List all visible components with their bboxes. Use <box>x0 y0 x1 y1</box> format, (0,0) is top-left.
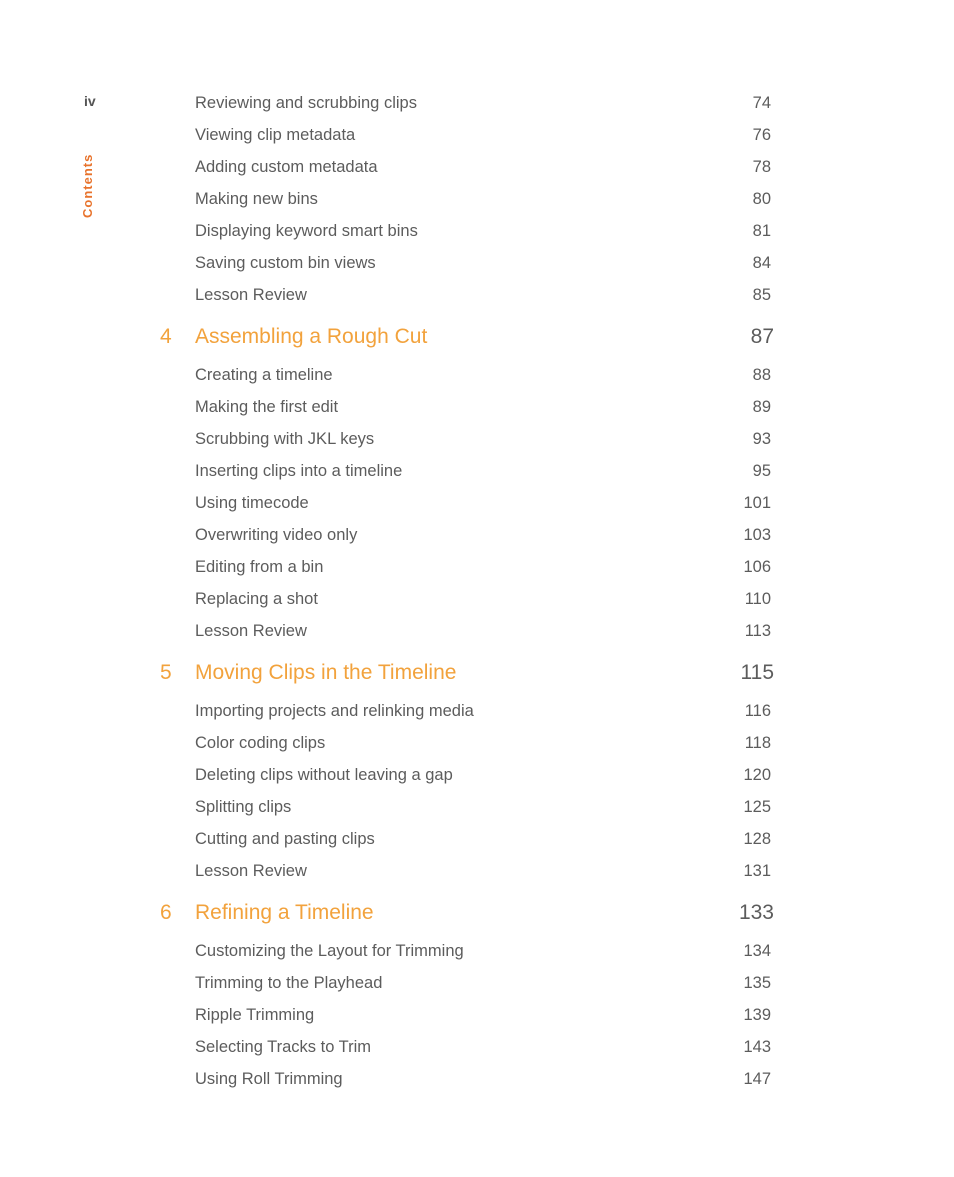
toc-entry[interactable] <box>0 999 954 1031</box>
toc-entry[interactable] <box>0 823 954 855</box>
toc-entry-page-number: 85 <box>752 286 771 304</box>
toc-entry-page-number: 116 <box>744 702 771 720</box>
toc-entry[interactable] <box>0 119 954 151</box>
chapter-number: 6 <box>160 901 172 924</box>
toc-entry-title: Displaying keyword smart bins <box>195 222 418 240</box>
toc-entry-title: Ripple Trimming <box>195 1006 315 1024</box>
toc-entry[interactable] <box>0 967 954 999</box>
toc-entry-page-number: 147 <box>743 1070 771 1088</box>
toc-entry-page-number: 78 <box>752 158 771 176</box>
toc-entry-page-number: 80 <box>752 190 771 208</box>
toc-entry-page-number: 88 <box>752 366 771 384</box>
toc-entry-title: Scrubbing with JKL keys <box>195 430 375 448</box>
toc-entry-page-number: 135 <box>743 974 771 992</box>
toc-entry[interactable] <box>0 1063 954 1095</box>
toc-entry-title: Lesson Review <box>195 286 307 304</box>
toc-entry-page-number: 74 <box>752 94 771 112</box>
toc-entry-title: Overwriting video only <box>195 526 358 544</box>
toc-entry-title: Making the first edit <box>195 398 339 416</box>
chapter-number: 5 <box>160 661 172 684</box>
toc-entry-title: Using Roll Trimming <box>195 1070 343 1088</box>
toc-entry-title: Color coding clips <box>195 734 326 752</box>
toc-entry-title: Editing from a bin <box>195 558 324 576</box>
toc-entry-title: Customizing the Layout for Trimming <box>195 942 464 960</box>
toc-entry[interactable] <box>0 759 954 791</box>
toc-entry[interactable] <box>0 551 954 583</box>
toc-entry[interactable] <box>0 455 954 487</box>
toc-entry-page-number: 128 <box>743 830 771 848</box>
toc-entry[interactable] <box>0 279 954 311</box>
chapter-heading[interactable] <box>0 314 954 359</box>
toc-entry[interactable] <box>0 183 954 215</box>
toc-entry[interactable] <box>0 727 954 759</box>
toc-entry-title: Reviewing and scrubbing clips <box>195 94 417 112</box>
chapter-page-number: 87 <box>750 325 774 348</box>
toc-entry-title: Viewing clip metadata <box>195 126 356 144</box>
toc-entry[interactable] <box>0 791 954 823</box>
toc-entry[interactable] <box>0 615 954 647</box>
chapter-title: Refining a Timeline <box>195 901 374 924</box>
toc-entry-page-number: 110 <box>744 590 771 608</box>
toc-entry-page-number: 93 <box>752 430 771 448</box>
toc-entry-title: Saving custom bin views <box>195 254 376 272</box>
toc-entry-page-number: 113 <box>744 622 771 640</box>
toc-entry-title: Replacing a shot <box>195 590 318 608</box>
toc-entry-title: Lesson Review <box>195 622 307 640</box>
toc-entry[interactable] <box>0 1031 954 1063</box>
chapter-number: 4 <box>160 325 172 348</box>
toc-entry-page-number: 106 <box>743 558 771 576</box>
toc-entry-title: Using timecode <box>195 494 309 512</box>
chapter-heading[interactable] <box>0 890 954 935</box>
toc-entry-page-number: 95 <box>752 462 771 480</box>
chapter-page-number: 115 <box>740 661 774 684</box>
toc-entry-title: Splitting clips <box>195 798 292 816</box>
toc-entry-page-number: 81 <box>752 222 771 240</box>
toc-entry-page-number: 103 <box>743 526 771 544</box>
toc-entry-title: Trimming to the Playhead <box>195 974 383 992</box>
toc-entry-title: Deleting clips without leaving a gap <box>195 766 453 784</box>
chapter-heading[interactable] <box>0 650 954 695</box>
toc-entry-page-number: 89 <box>752 398 771 416</box>
toc-entry-page-number: 101 <box>743 494 771 512</box>
toc-entry[interactable] <box>0 151 954 183</box>
toc-entry-title: Adding custom metadata <box>195 158 378 176</box>
toc-entry-page-number: 118 <box>744 734 771 752</box>
toc-entry-page-number: 125 <box>743 798 771 816</box>
toc-entry-page-number: 84 <box>752 254 771 272</box>
toc-entry[interactable] <box>0 247 954 279</box>
toc-entry[interactable] <box>0 519 954 551</box>
toc-entry-page-number: 134 <box>743 942 771 960</box>
chapter-title: Assembling a Rough Cut <box>195 325 428 348</box>
toc-entry[interactable] <box>0 487 954 519</box>
toc-entry-title: Creating a timeline <box>195 366 333 384</box>
toc-entry[interactable] <box>0 87 954 119</box>
chapter-title: Moving Clips in the Timeline <box>195 661 457 684</box>
toc-entry[interactable] <box>0 583 954 615</box>
chapter-page-number: 133 <box>738 901 774 924</box>
toc-entry[interactable] <box>0 423 954 455</box>
toc-entry-title: Lesson Review <box>195 862 307 880</box>
table-of-contents <box>0 87 954 1095</box>
toc-entry[interactable] <box>0 935 954 967</box>
toc-entry-title: Making new bins <box>195 190 318 208</box>
toc-entry-title: Cutting and pasting clips <box>195 830 375 848</box>
toc-entry-title: Selecting Tracks to Trim <box>195 1038 372 1056</box>
toc-entry[interactable] <box>0 855 954 887</box>
toc-entry[interactable] <box>0 391 954 423</box>
toc-entry[interactable] <box>0 359 954 391</box>
toc-entry[interactable] <box>0 695 954 727</box>
page-number: iv <box>84 93 96 109</box>
running-head: Contents <box>80 153 95 218</box>
toc-entry-title: Inserting clips into a timeline <box>195 462 403 480</box>
toc-entry-page-number: 139 <box>743 1006 771 1024</box>
toc-entry-title: Importing projects and relinking media <box>195 702 474 720</box>
toc-entry-page-number: 76 <box>752 126 771 144</box>
toc-entry-page-number: 131 <box>743 862 771 880</box>
toc-entry-page-number: 143 <box>743 1038 771 1056</box>
toc-entry[interactable] <box>0 215 954 247</box>
toc-entry-page-number: 120 <box>743 766 771 784</box>
